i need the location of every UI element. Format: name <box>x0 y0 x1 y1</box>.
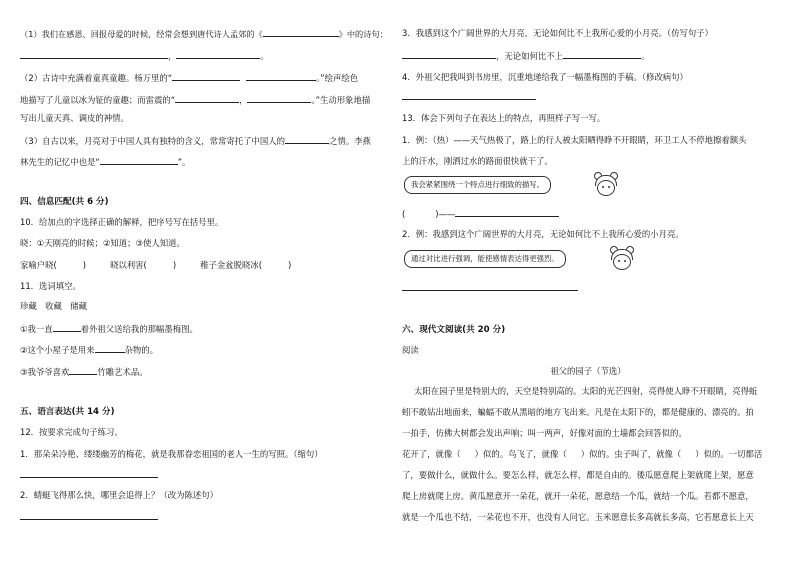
question-line: 1．例：（热）——天气热极了，路上的行人被太阳晒得睁不开眼睛，环卫工人不停地擦着额头 <box>402 135 747 145</box>
answer-blank[interactable] <box>95 344 125 353</box>
text: ) <box>172 260 177 270</box>
question-line: 写出儿童天真、调皮的神情。 <box>20 113 129 123</box>
text: 》中的诗句： <box>338 29 388 39</box>
text: 林先生的记忆中也是“ <box>20 157 100 167</box>
text: 之情。李燕 <box>328 136 371 146</box>
text: ， <box>168 51 177 61</box>
passage-line: 就是一个瓜也不结，一朵花也不开，也没有人问它。玉米愿意长多高就长多高，它若愿意长上天 <box>402 512 754 522</box>
text: （1）我们在感恩、回报母爱的时候，经常会想到唐代诗人孟郊的《 <box>20 29 263 39</box>
text: 稚子金盆脱晓冰( <box>200 260 263 270</box>
question-line <box>20 260 291 271</box>
question-line: 上的汗水，刚洒过水的路面很快就干了。 <box>402 156 553 166</box>
text: ) <box>82 260 87 270</box>
section-title: 六、现代文阅读(共 20 分) <box>402 325 506 335</box>
question-line <box>20 72 358 84</box>
text: ， <box>239 95 248 105</box>
answer-blank[interactable] <box>172 72 240 81</box>
text: 。”绘声绘色 <box>316 73 359 83</box>
passage-line: 爬上房就爬上房。黄瓜愿意开一朵花，就开一朵花，愿意结一个瓜，就结一个瓜。若都不愿意， <box>402 491 754 501</box>
tip-bubble: 我会紧紧围绕一个特点进行细致的描写。 <box>404 176 551 194</box>
text: （3）自古以来，月亮对于中国人具有独特的含义，常常寄托了中国人的 <box>20 136 285 146</box>
text: ）似的。虫子叫了，就像（ <box>580 449 682 459</box>
passage-line: 了，要做什么，就做什么。要怎么样，就怎么样，都是自由的。倭瓜愿意爬上架就爬上架，愿意 <box>402 470 754 480</box>
text: ) <box>288 260 292 270</box>
text: 。 <box>641 51 650 61</box>
answer-line[interactable] <box>402 99 536 100</box>
answer-line[interactable] <box>402 290 578 291</box>
reading-label: 阅读 <box>402 345 419 355</box>
question-line: 4．外祖父把我叫到书房里，沉重地递给我了一幅墨梅图的手稿。（修改病句） <box>402 72 688 82</box>
text: ( <box>402 209 406 219</box>
question-line <box>20 323 198 335</box>
text: 花开了，就像（ <box>402 449 461 459</box>
question-line: 2．蜻蜓飞得那么快，哪里会追得上？（改为陈述句） <box>20 490 218 500</box>
answer-blank[interactable] <box>285 135 329 144</box>
text: 。 <box>260 51 269 61</box>
question-line <box>20 366 148 378</box>
answer-line[interactable] <box>20 477 158 478</box>
text: 家喻户晓( <box>20 260 57 270</box>
text: ③我爷爷喜欢 <box>20 367 70 377</box>
passage-title: 祖父的园子（节选） <box>550 366 626 376</box>
answer-blank[interactable] <box>100 156 178 165</box>
answer-blank[interactable] <box>69 366 97 375</box>
question-line: 晓：①天刚亮的时候；②知道；③使人知道。 <box>20 238 185 248</box>
cartoon-girl-icon <box>608 246 634 272</box>
text: 竹雕艺术品。 <box>97 367 148 377</box>
text: 。”生动形象地描 <box>311 95 371 105</box>
passage-line: 蚓不敢钻出地面来，蝙蝠不敢从黑暗的地方飞出来。凡是在太阳下的，都是健康的、漂亮的。拍 <box>402 407 754 417</box>
question-line: 10．给加点的字选择正确的解释，把序号写在括号里。 <box>20 217 224 227</box>
answer-blank[interactable] <box>20 50 168 59</box>
text: 地描写了儿童以冰为钲的童趣；而雷震的“ <box>20 95 176 105</box>
text: )—— <box>435 209 456 219</box>
text: ②这个小屋子是用来 <box>20 345 95 355</box>
question-line <box>20 50 269 62</box>
answer-blank[interactable] <box>263 28 339 37</box>
text: ”。 <box>177 157 191 167</box>
section-title: 五、语言表达(共 14 分) <box>20 407 115 417</box>
answer-blank[interactable] <box>246 72 316 81</box>
answer-blank[interactable] <box>53 323 81 332</box>
answer-blank[interactable] <box>563 50 641 59</box>
answer-line[interactable] <box>20 519 158 520</box>
answer-blank[interactable] <box>402 50 496 59</box>
text: 着外祖父送给我的那幅墨梅图。 <box>80 324 198 334</box>
passage-line: 太阳在园子里是特别大的，天空是特别高的。太阳的光芒四射，亮得使人睁不开眼睛，亮得蚯 <box>414 386 758 396</box>
word-bank: 珍藏 收藏 储藏 <box>20 301 87 311</box>
question-line <box>402 208 559 220</box>
question-line <box>20 344 158 356</box>
question-line <box>20 156 190 168</box>
text: ，无论如何比不上 <box>496 51 563 61</box>
answer-blank[interactable] <box>247 94 311 103</box>
question-line: 13．体会下列句子在表达上的特点，再照样子写一写。 <box>402 113 606 123</box>
passage-line <box>402 449 762 460</box>
answer-blank[interactable] <box>176 50 260 59</box>
passage-line: 一拍手，仿佛大树都会发出声响；叫一两声，好像对面的土墙都会回答似的。 <box>402 428 687 438</box>
text: ）似的。一切都活 <box>695 449 763 459</box>
section-title: 四、信息匹配(共 6 分) <box>20 197 109 207</box>
answer-blank[interactable] <box>455 208 559 217</box>
question-line: 2．例：我感到这个广阔世界的大月亮，无论如何比不上我所心爱的小月亮。 <box>402 229 684 239</box>
text: ①我一直 <box>20 324 53 334</box>
question-line <box>402 50 649 62</box>
question-line: 1．那朵朵冷艳、缕缕幽芳的梅花，就是我那眷恋祖国的老人一生的写照。（缩句） <box>20 449 323 459</box>
question-line <box>20 94 370 106</box>
tip-bubble: 通过对比进行强调，能使感情表达得更强烈。 <box>404 250 566 268</box>
question-line: 11．选词填空。 <box>20 281 81 291</box>
question-line: 3．我感到这个广阔世界的大月亮，无论如何比不上我所心爱的小月亮。（仿写句子） <box>402 28 714 38</box>
question-line: 12．按要求完成句子练习。 <box>20 427 123 437</box>
question-line <box>20 135 371 147</box>
text: ）似的。鸟飞了，就像（ <box>474 449 567 459</box>
text: 杂物的。 <box>124 345 159 355</box>
question-line <box>20 28 388 40</box>
cartoon-girl-icon <box>592 172 618 198</box>
answer-blank[interactable] <box>175 94 239 103</box>
text: （2）古诗中充满着童真童趣。杨万里的“ <box>20 73 173 83</box>
text: 晓以利害( <box>110 260 147 270</box>
